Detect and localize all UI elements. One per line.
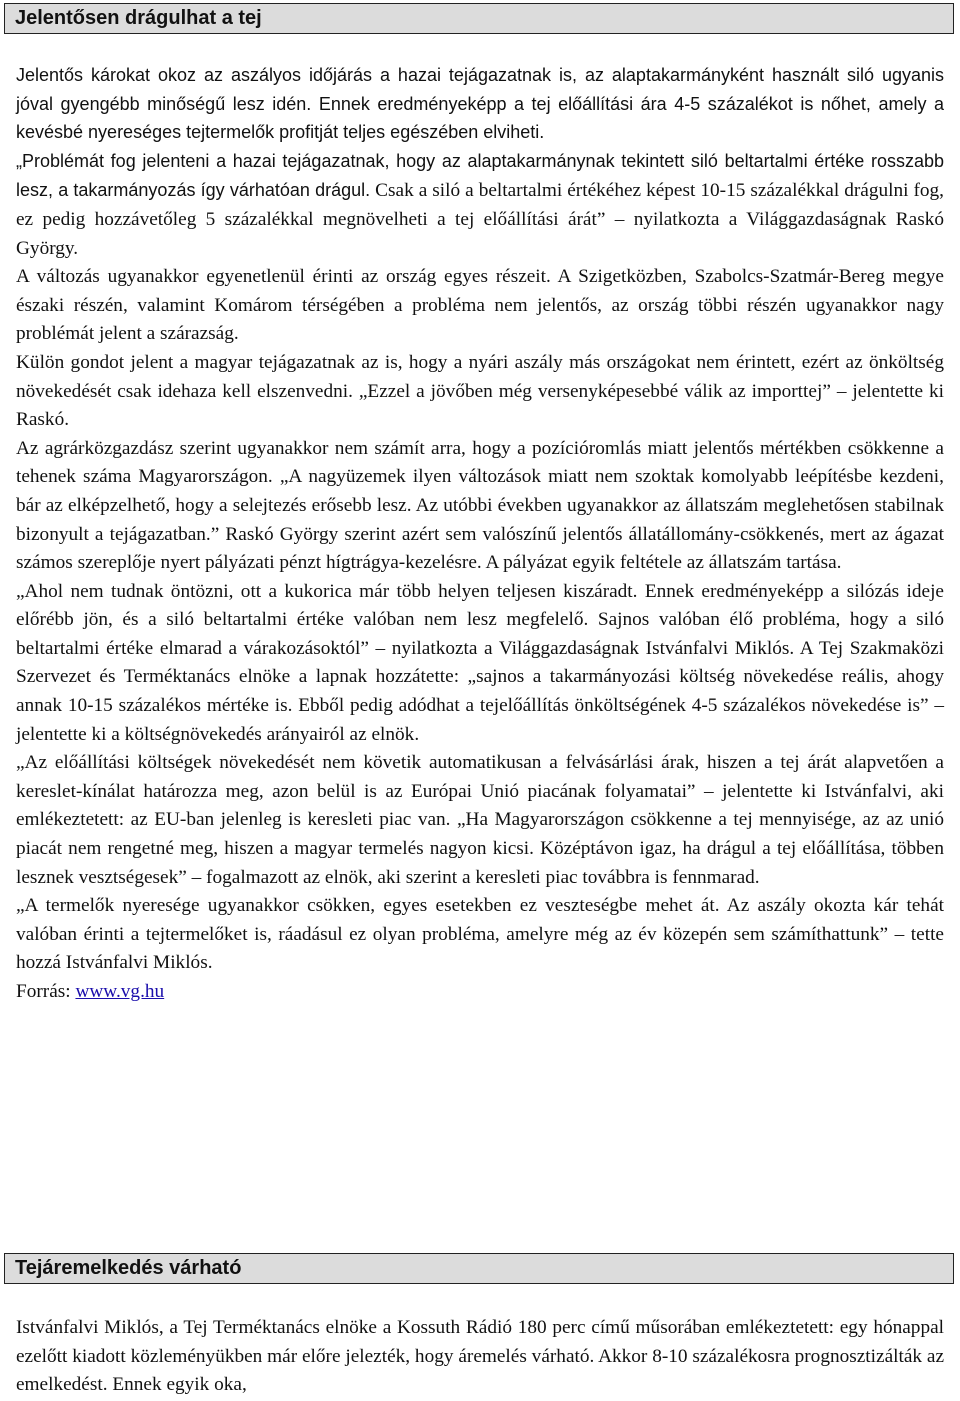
paragraph-quote-rasko (16, 147, 944, 263)
source-line (16, 978, 944, 1007)
paragraph-intro: Jelentős károkat okoz az aszályos időjárás a hazai tejágazatnak is, az alaptakarmányként használt siló ugyanis jóval gyengébb minőségű lesz idén. Ennek eredményeképp a tej előállítási ára 4-5 százalékot is nőhet, amely a kevésbé nyereséges tejtermelők profitját teljes egészében elviheti. (16, 65, 944, 143)
paragraph-import: Külön gondot jelent a magyar tejágazatnak az is, hogy a nyári aszály más országokat nem érintett, ezért az önköltség növekedését csak idehaza kell elszenvedni. „Ezzel a jövőben még versenyképesebbé válik az importtej” – jelentette ki Raskó. (16, 351, 944, 431)
paragraph-herd: Az agrárközgazdász szerint ugyanakkor nem számít arra, hogy a pozícióromlás miatt jelentős mértékben csökkenne a tehenek száma Magyarországon. „A nagyüzemek ilyen változások miatt nem szoktak komolyabb leépítésbe kezdeni, bár az elképzelhető, hogy a selejtezés erősebb lesz. Az utóbbi években ugyanakkor az állatszám meglehetősen stabilnak bizonyult a tejágazatban.” Raskó György szerint azért sem valószínű jelentős állatállomány-csökkenés, mert az ágazat számos szereplője nyert pályázati pénzt hígtrágya-kezelésre. A pályázat egyik feltétele az állatszám tartása. (16, 437, 944, 574)
paragraph-market: „Az előállítási költségek növekedését nem követik automatikusan a felvásárlási árak, hiszen a tej árát alapvetően a kereslet-kínálat határozza meg, azon belül is az Európai Unió piacának folyamatai” – jelentette ki Istvánfalvi, aki emlékeztetett: az EU-ban jelenleg is keresleti piac van. „Ha Magyarországon csökkenne a tej mennyisége, az az unió piacát nem rengetné meg, hiszen a magyar termelés nagyon kicsi. Középtávon igaz, ha drágul a tej előállítása, többen lesznek vesztségesek” – fogalmazott az elnök, aki szerint a keresleti piac továbbra is fennmarad. (16, 752, 944, 888)
article-title: Jelentősen drágulhat a tej (4, 3, 954, 34)
paragraph-quote-rasko-part2: Csak a siló a beltartalmi értékéhez képest 10-15 százalékkal drágulni fog, ez pedig hozzávetőleg 5 százalékkal megnövelheti a tej előállítási árát” – nyilatkozta a Világgazdaságnak Raskó György. (16, 180, 944, 259)
article-body (16, 61, 944, 1007)
paragraph-quote-rasko-part1: „Problémát fog jelenteni a hazai tejágazatnak, hogy az alaptakarmánynak tekintett siló beltartalmi értéke rosszabb lesz, a takarmányozás így várhatóan drágul. (16, 150, 944, 201)
source-link[interactable]: www.vg.hu (75, 981, 165, 1002)
article2-paragraph: Istvánfalvi Miklós, a Tej Terméktanács elnöke a Kossuth Rádió 180 perc című műsorában emlékeztetett: egy hónappal ezelőtt kiadott közleményükben már előre jelezték, hogy áremelés várható. Akkor 8-10 százalékosra prognosztizálták az emelkedést. Ennek egyik oka, (16, 1317, 944, 1396)
article2-title: Tejáremelkedés várható (4, 1253, 954, 1284)
paragraph-profit: „A termelők nyeresége ugyanakkor csökken, egyes esetekben ez veszteségbe mehet át. Az aszály okozta kár tehát valóban érinti a tejtermelőket is, ráadásul ez olyan probléma, amelyre még az év közepén sem számíthattunk” – tette hozzá Istvánfalvi Miklós. (16, 895, 944, 974)
source-label: Forrás: (16, 981, 76, 1002)
paragraph-regional: A változás ugyanakkor egyenetlenül érinti az ország egyes részeit. A Szigetközben, Szabolcs-Szatmár-Bereg megye északi részén, valamint Komárom térségében a probléma nem jelentős, az ország többi részén ugyanakkor nagy problémát jelent a szárazság. (16, 266, 944, 345)
paragraph-istvanfalvi-silo: „Ahol nem tudnak öntözni, ott a kukorica már több helyen teljesen kiszáradt. Ennek eredményeképp a silózás ideje előrébb jön, és a siló beltartalmi értéke valóban nem lesz megfelelő. Sajnos valóban élő probléma, hogy a siló beltartalmi értéke elmarad a várakozásoktól” – nyilatkozta a Világgazdaságnak Istvánfalvi Miklós. A Tej Szakmaközi Szervezet és Terméktanács elnöke a lapnak hozzátette: „sajnos a takarmányozási költség növekedése reális, ahogy annak 10-15 százalékos mértéke is. Ebből pedig adódhat a tejelőállítás önköltségének 4-5 százalékos növekedése is” – jelentette ki a költségnövekedés arányairól az elnök. (16, 580, 944, 745)
article2-body (16, 1314, 944, 1400)
